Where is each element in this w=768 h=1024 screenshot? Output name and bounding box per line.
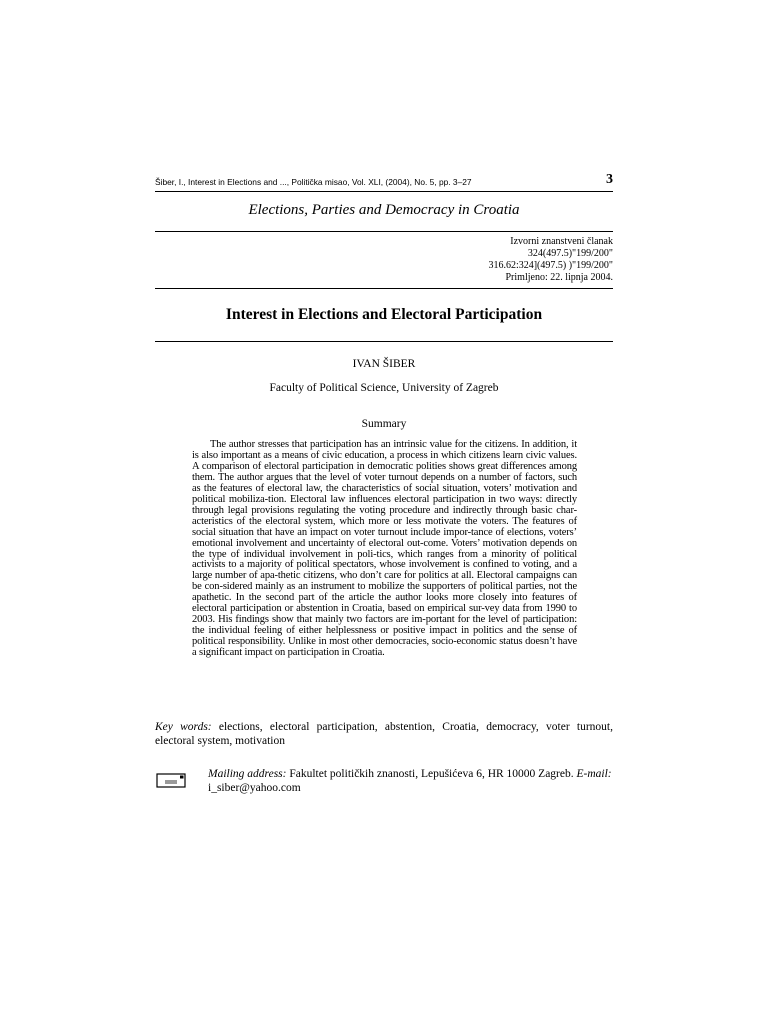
paper-page	[155, 0, 613, 1024]
summary-heading: Summary	[361, 418, 407, 430]
keywords	[155, 720, 613, 748]
keywords-text: elections, electoral participation, abstention, Croatia, democracy, voter turnout, electoral system, motivation	[155, 721, 613, 747]
keywords-label: Key words:	[155, 721, 212, 733]
page-number: 3	[606, 172, 613, 187]
mailing-text: Fakultet političkih znanosti, Lepušićeva 6, HR 10000 Zagreb.	[289, 768, 574, 780]
running-head	[155, 173, 613, 192]
abstract-text: The author stresses that participation has an intrinsic value for the citizens. In addition, it is also important as a means of civic education, a process in which citizens learn civic values. A comparison of electoral participation in democratic polities shows great differences among them. The author argues that the level of voter turnout depends on a number of factors, such as the features of electoral law, the characteristics of social situation, voters’ motivation and political mobiliza-tion. Electoral law influences electoral participation in two ways: directly through legal provisions regulating the voting procedure and indirectly through basic char-acteristics of the electoral system, which more or less motivate the voters. The features of social situation that have an impact on voter turnout include impor-tance of elections, voters’ emotional involvement and uncertainty of electoral out-come. Voters’ motivation depends on the type of individual involvement in poli-tics, which ranges from a minority of political activists to a majority of political spectators, whose involvement is confined to voting, and a large number of apa-thetic citizens, who don’t care for politics at all. Electoral campaigns can be con-sidered mainly as an instrument to mobilize the supporters of political parties, not the apathetic. In the second part of the article the author looks more closely into features of electoral participation or abstention in Croatia, based on empirical sur-vey data from 1990 to 2003. His findings show that mainly two factors are im-portant for the level of participation: the individual feeling of either helplessness or positive impact in politics and the sense of political responsibility. Unlike in most other democracies, socio-economic status doesn’t have a significant impact on participation in Croatia.	[192, 439, 577, 659]
udc-code-1: 324(497.5)"199/200"	[527, 248, 613, 259]
running-head-citation: Šiber, I., Interest in Elections and ..., Politička misao, Vol. XLI, (2004), No. 5, pp. 3–27	[155, 177, 472, 187]
author-affiliation: Faculty of Political Science, University of Zagreb	[269, 382, 499, 394]
author-name: IVAN ŠIBER	[352, 358, 416, 370]
udc-code-2: 316.62:324](497.5) )"199/200"	[488, 260, 613, 271]
article-type: Izvorni znanstveni članak	[510, 236, 613, 247]
divider-rule	[155, 288, 613, 289]
journal-section-title: Elections, Parties and Democracy in Croatia	[248, 202, 520, 218]
email-label: E-mail:	[576, 768, 612, 780]
article-meta	[488, 236, 613, 284]
email-address: i_siber@yahoo.com	[208, 782, 301, 794]
divider-rule	[155, 341, 613, 342]
envelope-icon	[156, 773, 186, 788]
mailing-address	[208, 767, 613, 795]
mailing-label: Mailing address:	[208, 768, 287, 780]
received-date: Primljeno: 22. lipnja 2004.	[505, 272, 613, 283]
article-title: Interest in Elections and Electoral Participation	[225, 306, 543, 323]
divider-rule	[155, 231, 613, 232]
